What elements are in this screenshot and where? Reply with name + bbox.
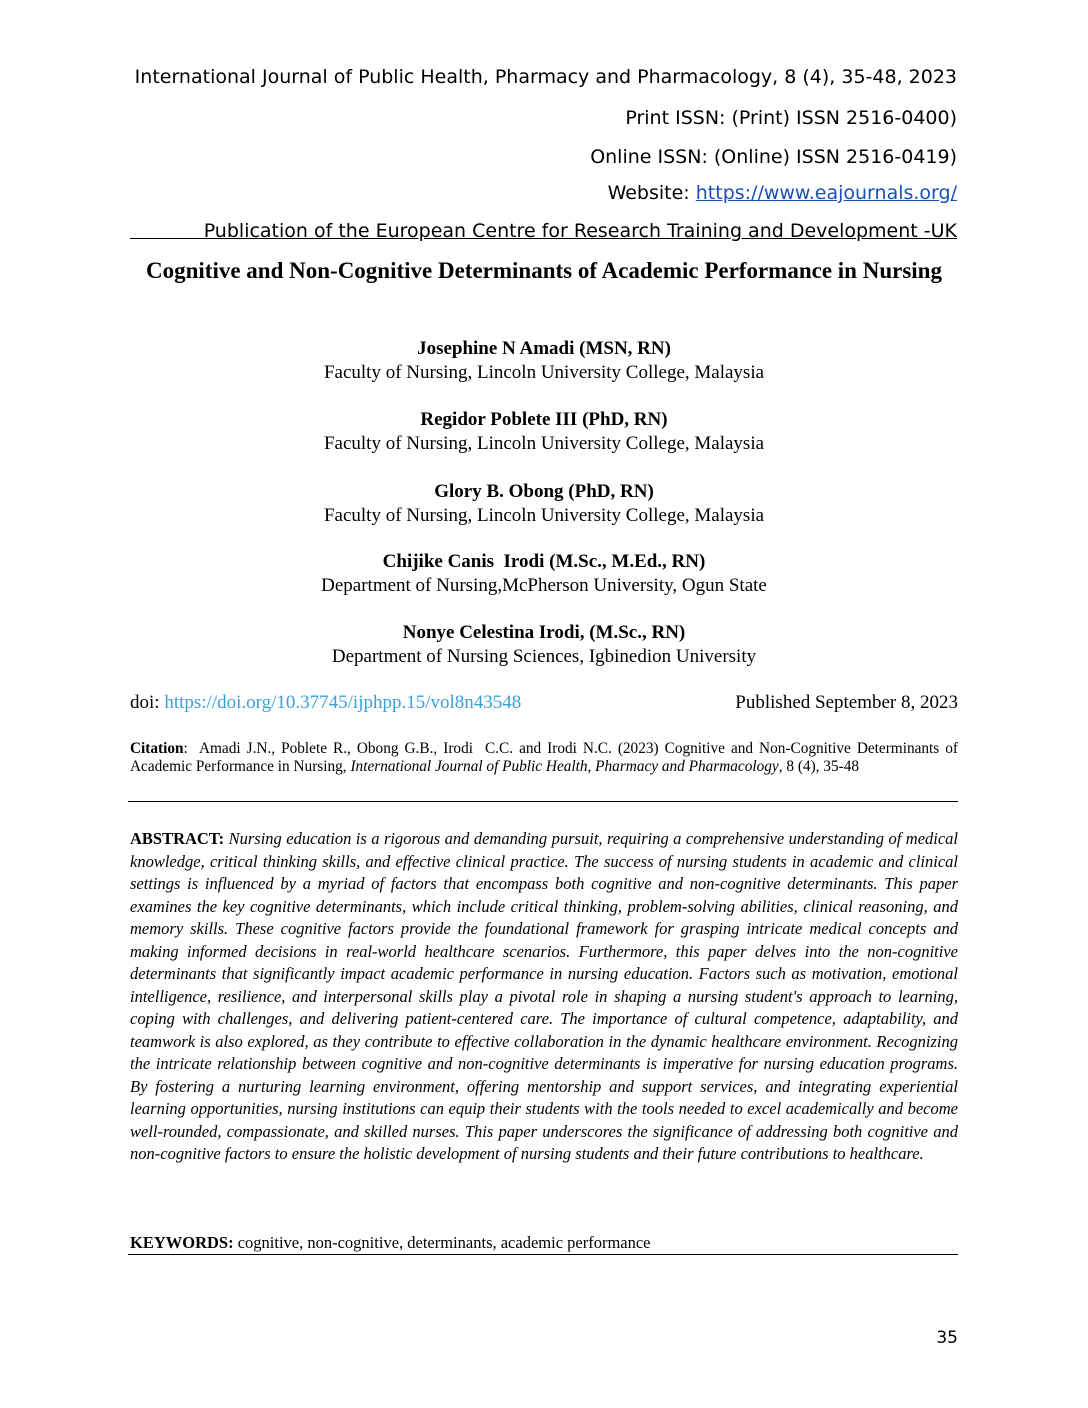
abstract-text: Nursing education is a rigorous and demanding pursuit, requiring a comprehensive understanding of medical knowledge, critical thinking skills, and effective clinical practice. The success of nursing students in academic and clinical settings is influenced by a myriad of factors that encompass both cognitive and non-cognitive determinants. This paper examines the key cognitive determinants, which include critical thinking, problem-solving abilities, clinical reasoning, and memory skills. These cognitive factors provide the foundational framework for grasping intricate medical concepts and making informed decisions in real-world healthcare scenarios. Furthermore, this paper delves into the non-cognitive determinants that significantly impact academic performance in nursing education. Factors such as motivation, emotional intelligence, resilience, and interpersonal skills play a pivotal role in shaping a nursing student's approach to learning, coping with challenges, and delivering patient-centered care. The importance of cultural competence, adaptability, and teamwork is also explored, as they contribute to effective collaboration in the dynamic healthcare environment. Recognizing the intricate relationship between cognitive and non-cognitive determinants is imperative for nursing education programs. By fostering a nurturing learning environment, offering mentorship and support services, and integrating experiential learning opportunities, nursing institutions can equip their students with the tools needed to excel academically and become well-rounded, compassionate, and skilled nurses. This paper underscores the significance of addressing both cognitive and non-cognitive factors to ensure the holistic development of nursing students and their future contributions to healthcare. (130, 829, 959, 1163)
doi-link[interactable]: https://doi.org/10.37745/ijphpp.15/vol8n43548 (164, 692, 522, 713)
keywords (130, 1232, 958, 1254)
author-name: Nonye Celestina Irodi, (M.Sc., RN) (402, 622, 686, 643)
abstract (130, 828, 958, 1166)
citation-label: Citation (130, 740, 184, 757)
publication-text: Publication of the European Centre for Research Training and Development -UK (203, 220, 957, 242)
citation (130, 740, 961, 776)
author-affiliation: Department of Nursing Sciences, Igbinedion University (331, 646, 757, 667)
author-name: Regidor Poblete III (PhD, RN) (420, 409, 668, 430)
author-name: Josephine N Amadi (MSN, RN) (417, 338, 671, 359)
author-affiliation: Department of Nursing,McPherson University, Ogun State (321, 575, 767, 596)
doi-label: doi: (130, 692, 165, 713)
publication-line (204, 219, 957, 243)
website-line (608, 181, 957, 205)
author-name: Chijike Canis Irodi (M.Sc., M.Ed., RN) (382, 551, 706, 572)
keywords-rule (128, 1254, 958, 1255)
paper-title: Cognitive and Non-Cognitive Determinants of Academic Performance in Nursing (146, 258, 942, 283)
journal-header-line: International Journal of Public Health, Pharmacy and Pharmacology, 8 (4), 35-48, 2023 (134, 66, 957, 88)
author-block (130, 337, 958, 385)
print-issn: Print ISSN: (Print) ISSN 2516-0400) (625, 107, 957, 129)
published-date: Published September 8, 2023 (735, 692, 958, 713)
citation-rule (128, 801, 958, 802)
author-name: Glory B. Obong (PhD, RN) (434, 481, 654, 502)
author-block (130, 408, 958, 456)
citation-journal: International Journal of Public Health, Pharmacy and Pharmacology (350, 758, 779, 775)
online-issn: Online ISSN: (Online) ISSN 2516-0419) (590, 146, 957, 168)
citation-tail: , 8 (4), 35-48 (778, 758, 859, 775)
abstract-label: ABSTRACT: (130, 829, 225, 848)
author-block (130, 550, 958, 598)
citation-text: : Amadi J.N., Poblete R., Obong G.B., Irodi C.C. and Irodi N.C. (2023) Cognitive and Non-Cognitive Determinants of Academic Performance in Nursing, (130, 740, 961, 775)
author-block (130, 621, 958, 669)
page-number: 35 (936, 1328, 958, 1348)
website-link[interactable]: https://www.eajournals.org/ (695, 182, 957, 204)
keywords-label: KEYWORDS: (130, 1233, 234, 1252)
author-block (130, 480, 958, 528)
doi-row (130, 691, 958, 715)
doi (130, 691, 521, 715)
author-affiliation: Faculty of Nursing, Lincoln University College, Malaysia (323, 433, 765, 454)
keywords-text: cognitive, non-cognitive, determinants, academic performance (233, 1233, 651, 1252)
header-rule (130, 238, 208, 239)
website-label: Website: (607, 182, 696, 204)
author-affiliation: Faculty of Nursing, Lincoln University College, Malaysia (323, 505, 765, 526)
author-affiliation: Faculty of Nursing, Lincoln University College, Malaysia (323, 362, 765, 383)
